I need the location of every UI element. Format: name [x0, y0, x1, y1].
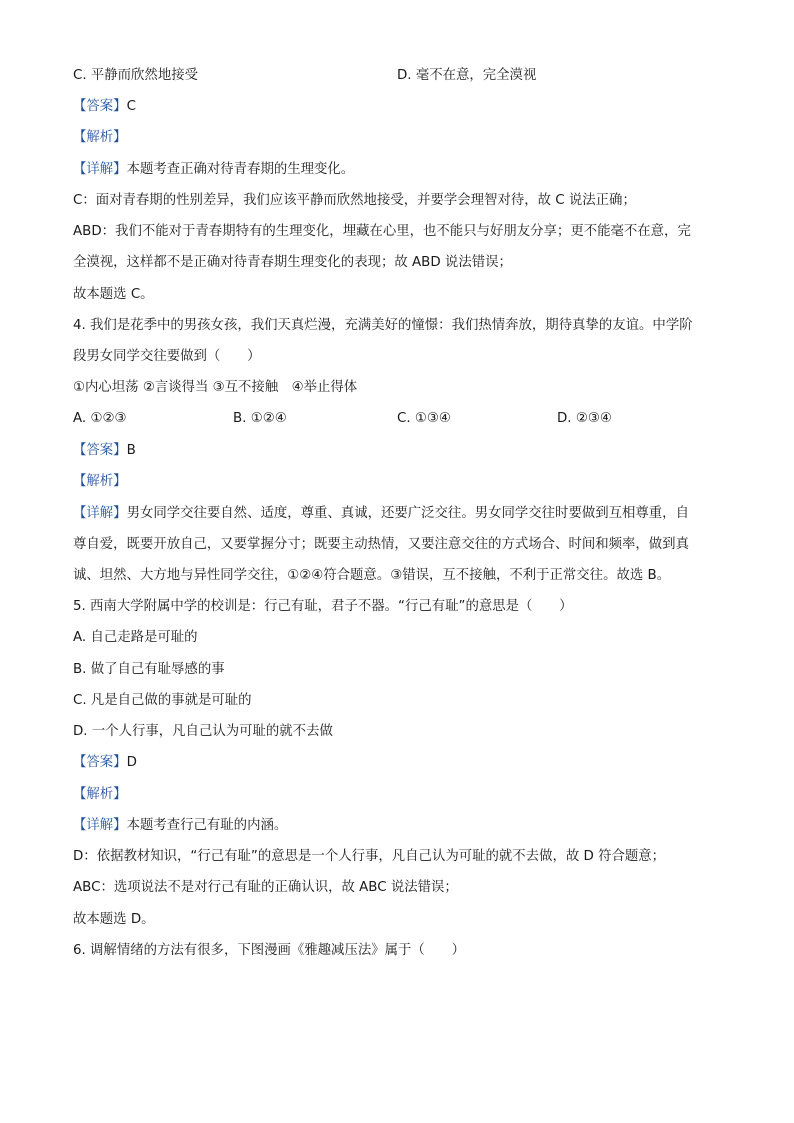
q5-option-b: B. 做了自己有耻辱感的事 [73, 662, 225, 677]
q4-option-d: D. ②③④ [557, 411, 612, 426]
q6-stem: 6. 调解情绪的方法有很多，下图漫画《雅趣减压法》属于（ ） [73, 943, 465, 958]
answer-tag: 【答案】 [73, 99, 127, 114]
q5-answer-line [73, 753, 137, 773]
q5-explanation-abc: ABC：选项说法不是对行己有耻的正确认识，故 ABC 说法错误； [73, 880, 458, 895]
q4-choices: ①内心坦荡 ②言谈得当 ③互不接触 ④举止得体 [73, 380, 358, 395]
q5-option-d: D. 一个人行事，凡自己认为可耻的就不去做 [73, 724, 333, 739]
q4-detail-2: 尊自爱，既要开放自己，又要掌握分寸；既要主动热情，又要注意交往的方式场合、时间和频率，做到真 [73, 537, 689, 552]
q3-conclusion: 故本题选 C。 [73, 287, 154, 302]
q4-option-c: C. ①③④ [397, 411, 451, 426]
q5-answer: D [126, 755, 137, 770]
q3-answer-line [73, 97, 136, 117]
q4-option-b: B. ①②④ [233, 411, 287, 426]
q3-detail: 本题考查正确对待青春期的生理变化。 [126, 162, 355, 177]
q4-answer: B [126, 443, 136, 458]
q4-detail-3: 诚、坦然、大方地与异性同学交往，①②④符合题意。③错误，互不接触，不利于正常交往。故选 B。 [73, 568, 671, 583]
q3-explanation-abd-2: 全漠视，这样都不是正确对待青春期生理变化的表现；故 ABD 说法错误； [73, 255, 512, 270]
q5-option-c: C. 凡是自己做的事就是可耻的 [73, 693, 252, 708]
q4-stem-2: 段男女同学交往要做到（ ） [73, 349, 261, 364]
detail-tag: 【详解】 [73, 506, 127, 521]
q4-detail-1: 男女同学交往要自然、适度，尊重、真诚，还要广泛交往。男女同学交往时要做到互相尊重，自 [126, 506, 689, 521]
q4-option-a: A. ①②③ [73, 411, 127, 426]
q4-detail-line-1 [73, 504, 689, 524]
q5-option-a: A. 自己走路是可耻的 [73, 630, 198, 645]
detail-tag: 【详解】 [73, 162, 127, 177]
q5-conclusion: 故本题选 D。 [73, 912, 155, 927]
q4-stem-1: 4. 我们是花季中的男孩女孩，我们天真烂漫，充满美好的憧憬：我们热情奔放，期待真挚的友谊。中学阶 [73, 318, 693, 333]
q3-analysis-tag: 【解析】 [73, 130, 127, 145]
q5-explanation-d: D：依据教材知识，“行己有耻”的意思是一个人行事，凡自己认为可耻的就不去做，故 D 符合题意； [73, 849, 666, 864]
q3-answer: C [126, 99, 136, 114]
q3-option-d: D. 毫不在意，完全漠视 [397, 68, 537, 83]
q4-answer-line [73, 441, 136, 461]
q3-detail-line [73, 160, 354, 180]
answer-tag: 【答案】 [73, 443, 127, 458]
answer-tag: 【答案】 [73, 755, 127, 770]
q5-detail: 本题考查行己有耻的内涵。 [126, 818, 288, 833]
detail-tag: 【详解】 [73, 818, 127, 833]
q5-stem: 5. 西南大学附属中学的校训是：行己有耻，君子不器。“行己有耻”的意思是（ ） [73, 599, 573, 614]
q3-explanation-c: C：面对青春期的性别差异，我们应该平静而欣然地接受，并要学会理智对待，故 C 说法正确； [73, 193, 636, 208]
q3-option-c: C. 平静而欣然地接受 [73, 68, 198, 83]
q5-detail-line [73, 816, 287, 836]
q4-analysis-tag: 【解析】 [73, 474, 127, 489]
q5-analysis-tag: 【解析】 [73, 787, 127, 802]
q3-explanation-abd-1: ABD：我们不能对于青春期特有的生理变化，埋藏在心里，也不能只与好朋友分享；更不能毫不在意，完 [73, 224, 691, 239]
